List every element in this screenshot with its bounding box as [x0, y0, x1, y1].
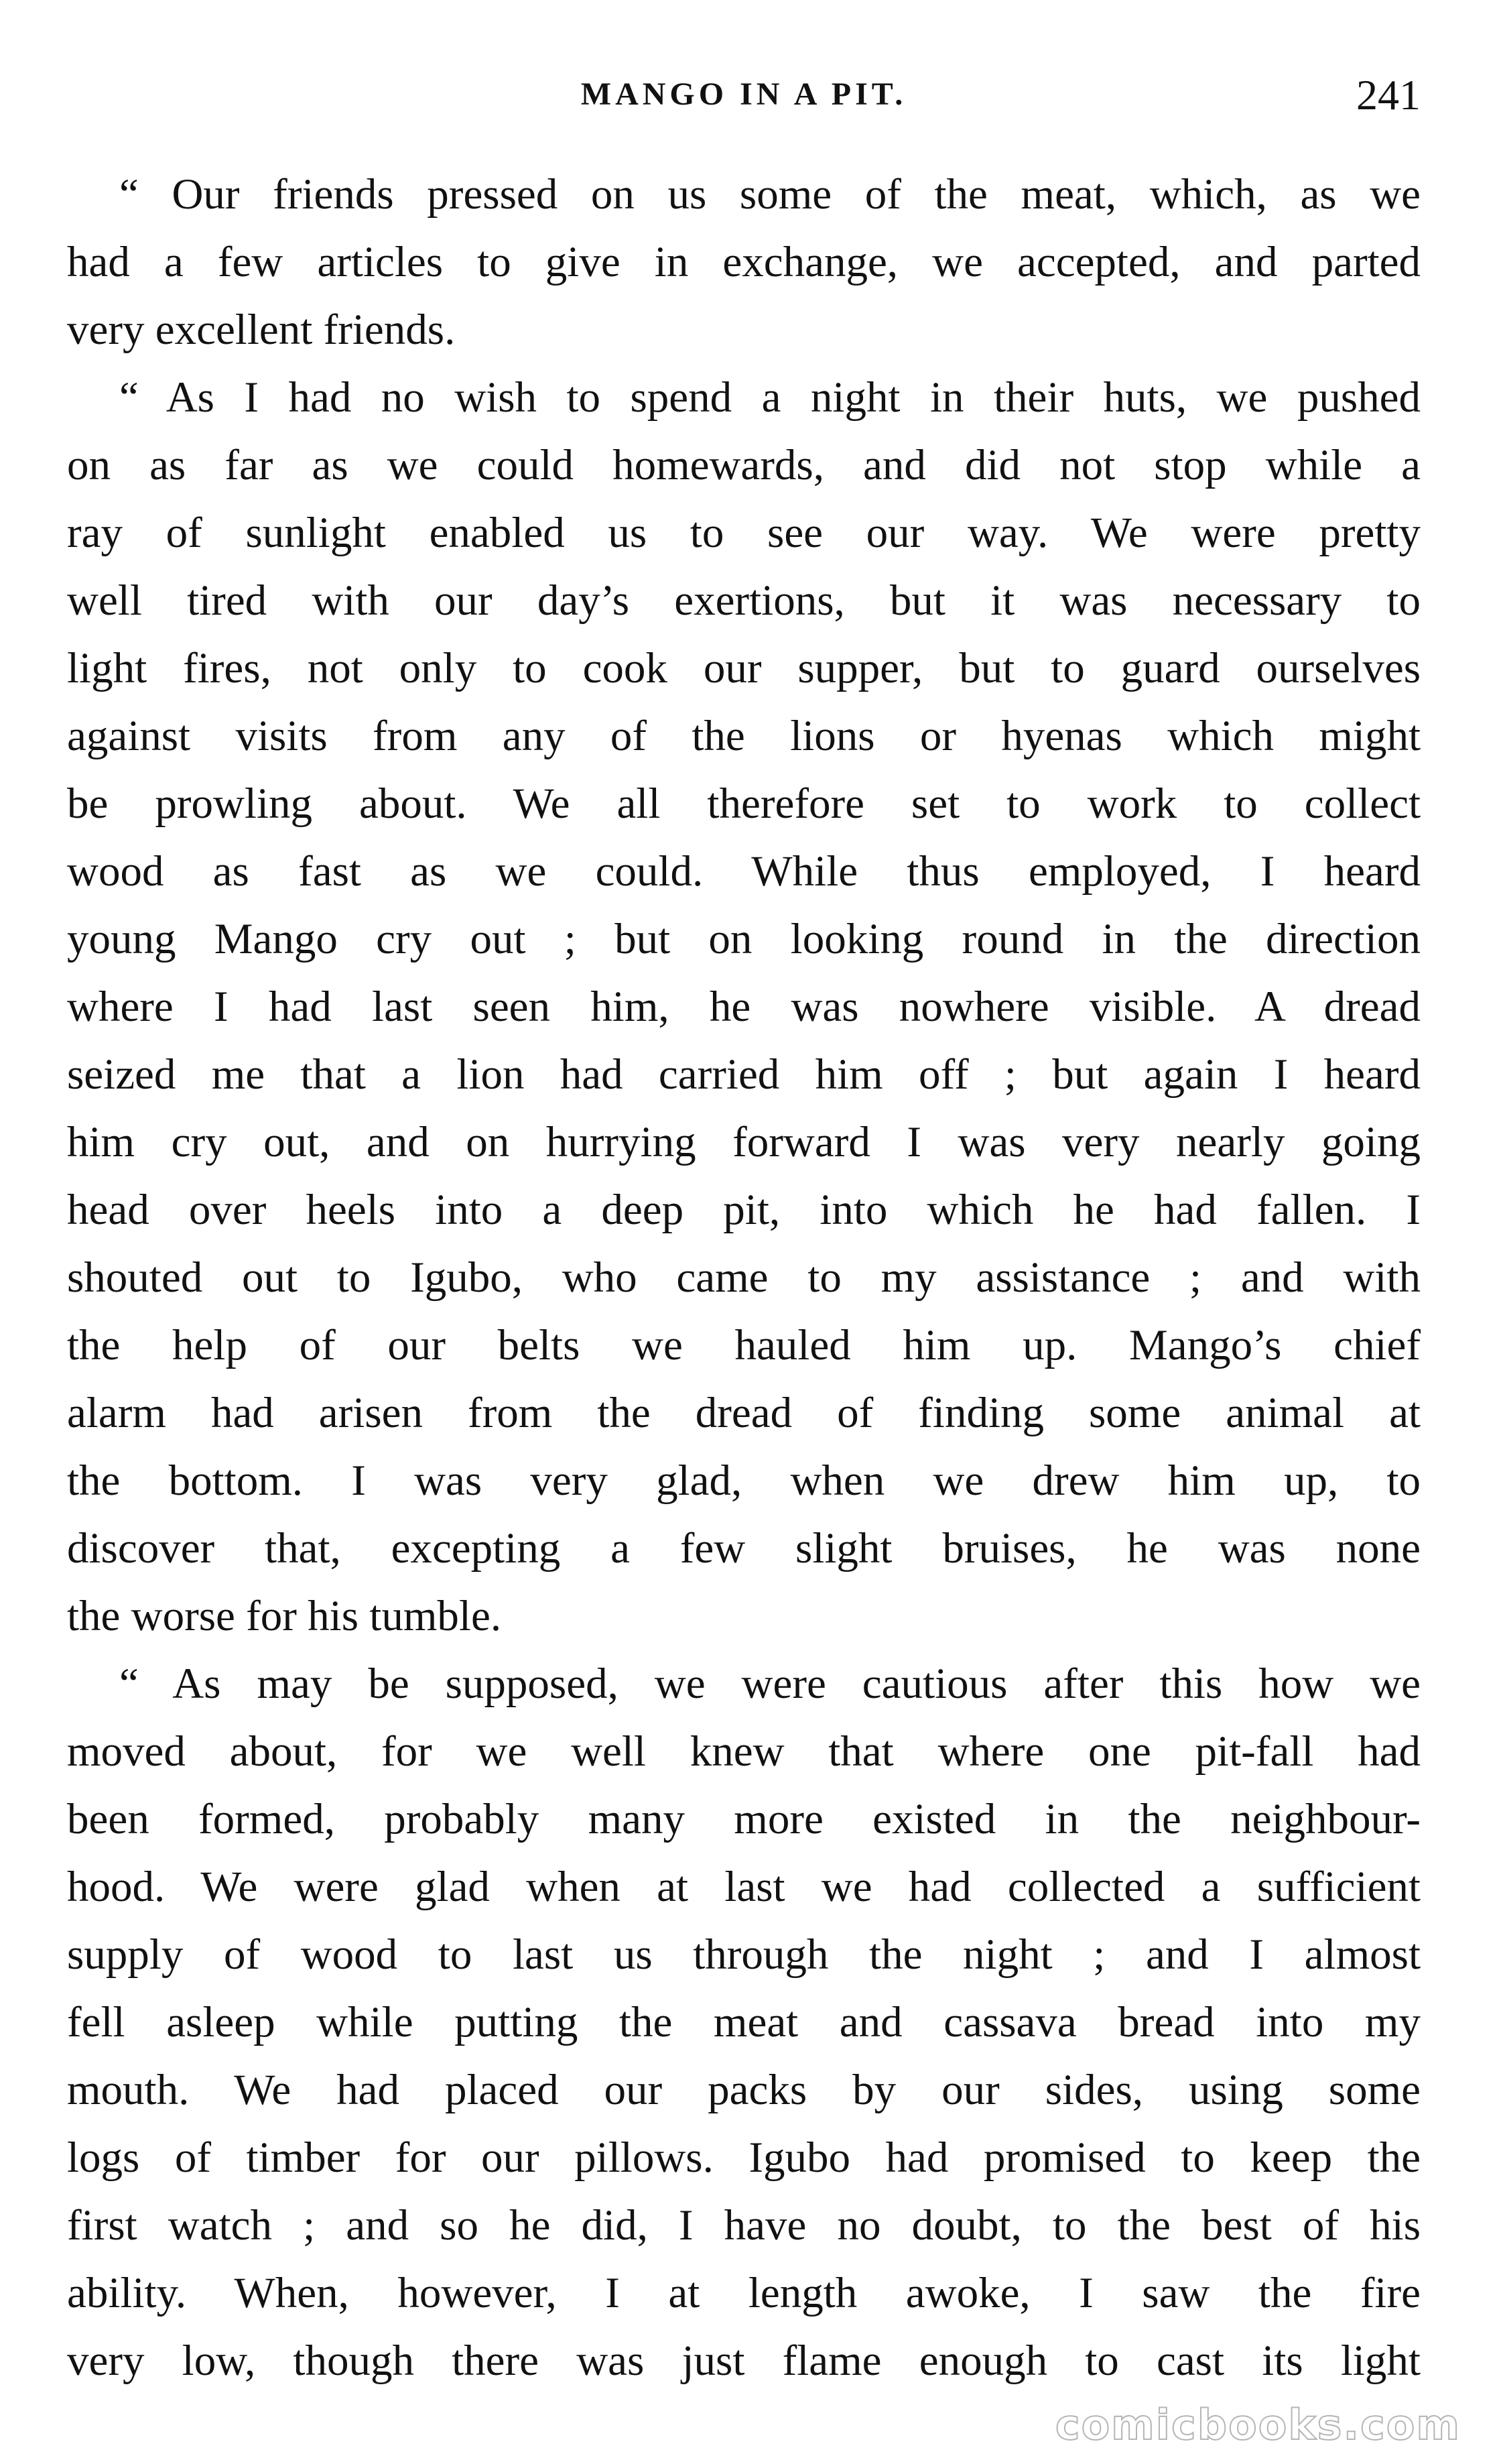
body-text — [67, 161, 1421, 2395]
text-line: supply of wood to last us through the night ; and I almost — [67, 1930, 1421, 1979]
text-line: the help of our belts we hauled him up. Mango’s chief — [67, 1321, 1421, 1369]
text-line: very low, though there was just flame enough to cast its light — [67, 2337, 1421, 2385]
running-title: MANGO IN A PIT. — [580, 76, 907, 112]
text-line: head over heels into a deep pit, into which he had fallen. I — [67, 1186, 1421, 1234]
text-line: moved about, for we well knew that where one pit-fall had — [67, 1727, 1421, 1776]
text-line: “ Our friends pressed on us some of the meat, which, as we — [119, 170, 1421, 219]
text-line: discover that, excepting a few slight bruises, he was none — [67, 1524, 1421, 1573]
text-line: first watch ; and so he did, I have no doubt, to the best of his — [67, 2201, 1421, 2250]
text-line: shouted out to Igubo, who came to my assistance ; and with — [67, 1253, 1421, 1302]
text-line: “ As may be supposed, we were cautious after this how we — [119, 1660, 1421, 1708]
text-line: fell asleep while putting the meat and cassava bread into my — [67, 1998, 1421, 2046]
text-line: hood. We were glad when at last we had collected a sufficient — [67, 1863, 1421, 1911]
text-line: where I had last seen him, he was nowhere visible. A dread — [67, 983, 1421, 1031]
text-line: alarm had arisen from the dread of finding some animal at — [67, 1389, 1421, 1437]
text-line: very excellent friends. — [67, 306, 456, 354]
watermark-logo: comicbooks.com — [1055, 2400, 1461, 2449]
text-line: light fires, not only to cook our supper, but to guard ourselves — [67, 644, 1421, 692]
text-line: been formed, probably many more existed in the neighbour- — [67, 1795, 1421, 1843]
text-line: wood as fast as we could. While thus employed, I heard — [67, 847, 1421, 896]
text-line: mouth. We had placed our packs by our sides, using some — [67, 2066, 1421, 2114]
text-line: be prowling about. We all therefore set to work to collect — [67, 780, 1421, 828]
text-line: seized me that a lion had carried him off ; but again I heard — [67, 1050, 1421, 1099]
running-head — [67, 70, 1421, 124]
text-line: had a few articles to give in exchange, we accepted, and parted — [67, 238, 1421, 286]
text-line: him cry out, and on hurrying forward I was very nearly going — [67, 1118, 1421, 1166]
text-line: well tired with our day’s exertions, but it was necessary to — [67, 576, 1421, 625]
text-line: ray of sunlight enabled us to see our way. We were pretty — [67, 509, 1421, 557]
text-line: the worse for his tumble. — [67, 1592, 502, 1640]
text-line: “ As I had no wish to spend a night in their huts, we pushed — [119, 373, 1421, 422]
text-line: on as far as we could homewards, and did not stop while a — [67, 441, 1421, 489]
text-line: logs of timber for our pillows. Igubo had promised to keep the — [67, 2134, 1421, 2182]
text-line: the bottom. I was very glad, when we drew him up, to — [67, 1457, 1421, 1505]
text-line: ability. When, however, I at length awoke, I saw the fire — [67, 2269, 1421, 2317]
page-number: 241 — [1356, 71, 1421, 119]
text-line: against visits from any of the lions or hyenas which might — [67, 712, 1421, 760]
text-line: young Mango cry out ; but on looking round in the direction — [67, 915, 1421, 963]
